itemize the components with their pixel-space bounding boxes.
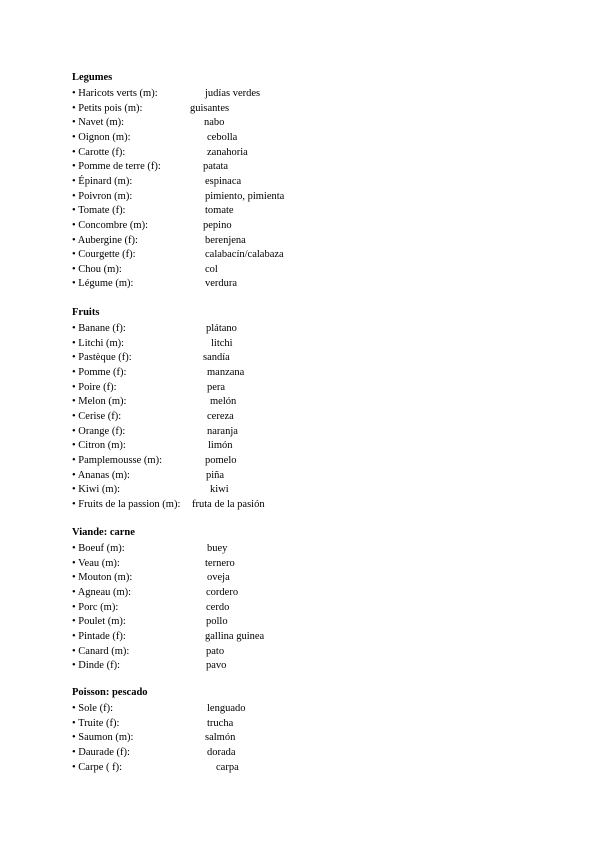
french-term: • Pastèque (f):: [72, 352, 132, 364]
vocab-entry: [72, 761, 542, 774]
vocab-entry: [72, 263, 542, 276]
spanish-translation: salmón: [205, 732, 236, 744]
spanish-translation: judías verdes: [205, 88, 261, 99]
spanish-translation: cordero: [206, 586, 239, 598]
french-term: • Ananas (m):: [72, 469, 130, 481]
spanish-translation: sandía: [203, 352, 230, 364]
french-term: • Petits pois (m):: [72, 102, 143, 114]
french-term: • Litchi (m):: [72, 337, 125, 349]
spanish-translation: cebolla: [207, 131, 238, 143]
french-term: • Haricots verts (m):: [72, 88, 158, 99]
french-term: • Légume (m):: [72, 278, 134, 290]
spanish-translation: kiwi: [210, 484, 229, 496]
spanish-translation: berenjena: [205, 234, 246, 246]
spanish-translation: piña: [206, 469, 225, 481]
french-term: • Citron (m):: [72, 440, 126, 452]
spanish-translation: tomate: [205, 205, 234, 217]
spanish-translation: trucha: [207, 717, 234, 729]
spanish-translation: lenguado: [207, 703, 246, 714]
spanish-translation: guisantes: [190, 102, 230, 114]
french-term: • Porc (m):: [72, 601, 119, 613]
french-term: • Concombre (m):: [72, 219, 148, 231]
french-term: • Mouton (m):: [72, 572, 133, 584]
spanish-translation: limón: [208, 440, 233, 452]
spanish-translation: fruta de la pasión: [192, 498, 265, 510]
section-heading: Legumes: [72, 72, 113, 83]
section-heading: Viande: carne: [72, 527, 135, 538]
spanish-translation: ternero: [205, 557, 235, 569]
spanish-translation: pomelo: [205, 454, 237, 466]
spanish-translation: espinaca: [205, 175, 242, 187]
french-term: • Banane (f):: [72, 323, 126, 334]
vocab-entry: [72, 586, 542, 599]
vocab-entry: [72, 87, 542, 100]
spanish-translation: melón: [210, 396, 237, 408]
vocab-entry: [72, 601, 542, 614]
vocab-entry: [72, 542, 542, 555]
vocab-entry: [72, 337, 542, 350]
vocab-entry: [72, 160, 542, 173]
vocab-entry: [72, 395, 542, 408]
vocab-entry: [72, 248, 542, 261]
french-term: • Poire (f):: [72, 381, 117, 393]
spanish-translation: dorada: [207, 746, 236, 758]
vocab-entry: [72, 425, 542, 438]
french-term: • Daurade (f):: [72, 746, 130, 758]
french-term: • Agneau (m):: [72, 586, 132, 598]
french-term: • Épinard (m):: [72, 175, 133, 187]
vocab-entry: [72, 175, 542, 188]
spanish-translation: verdura: [205, 278, 238, 290]
spanish-translation: pimiento, pimienta: [205, 190, 285, 202]
vocab-entry: [72, 410, 542, 423]
vocab-entry: [72, 366, 542, 379]
vocab-entry: [72, 439, 542, 452]
spanish-translation: cerdo: [206, 601, 230, 613]
spanish-translation: pavo: [206, 660, 227, 672]
french-term: • Cerise (f):: [72, 410, 122, 422]
vocab-entry: [72, 116, 542, 129]
vocab-entry: [72, 277, 542, 290]
vocab-entry: [72, 659, 542, 672]
french-term: • Courgette (f):: [72, 249, 136, 261]
french-term: • Oignon (m):: [72, 131, 131, 143]
spanish-translation: litchi: [211, 337, 233, 349]
vocab-entry: [72, 219, 542, 232]
spanish-translation: gallina guinea: [205, 630, 265, 642]
spanish-translation: naranja: [207, 425, 238, 437]
french-term: • Sole (f):: [72, 703, 114, 714]
french-term: • Saumon (m):: [72, 732, 134, 744]
vocab-entry: [72, 630, 542, 643]
spanish-translation: col: [205, 263, 218, 275]
vocab-entry: [72, 146, 542, 159]
spanish-translation: patata: [203, 161, 229, 173]
vocab-entry: [72, 571, 542, 584]
spanish-translation: nabo: [204, 117, 225, 129]
french-term: • Aubergine (f):: [72, 234, 138, 246]
vocab-entry: [72, 498, 542, 511]
spanish-translation: cereza: [207, 410, 234, 422]
french-term: • Melon (m):: [72, 396, 127, 408]
french-term: • Canard (m):: [72, 645, 130, 657]
french-term: • Pomme de terre (f):: [72, 161, 161, 173]
french-term: • Fruits de la passion (m):: [72, 498, 181, 510]
vocab-entry: [72, 454, 542, 467]
vocab-entry: [72, 469, 542, 482]
vocab-entry: [72, 322, 542, 335]
french-term: • Pamplemousse (m):: [72, 454, 162, 466]
vocab-entry: [72, 483, 542, 496]
vocab-entry: [72, 131, 542, 144]
french-term: • Pintade (f):: [72, 630, 126, 642]
vocab-entry: [72, 717, 542, 730]
french-term: • Poivron (m):: [72, 190, 133, 202]
spanish-translation: pepino: [203, 219, 232, 231]
french-term: • Pomme (f):: [72, 366, 127, 378]
french-term: • Carpe ( f):: [72, 761, 123, 773]
french-term: • Dinde (f):: [72, 660, 120, 672]
french-term: • Veau (m):: [72, 557, 120, 569]
vocab-entry: [72, 645, 542, 658]
vocab-entry: [72, 731, 542, 744]
spanish-translation: calabacín/calabaza: [205, 249, 284, 261]
french-term: • Poulet (m):: [72, 616, 126, 628]
vocab-entry: [72, 102, 542, 115]
french-term: • Navet (m):: [72, 117, 125, 129]
vocab-entry: [72, 204, 542, 217]
spanish-translation: buey: [207, 543, 228, 554]
french-term: • Truite (f):: [72, 717, 120, 729]
french-term: • Carotte (f):: [72, 146, 126, 158]
spanish-translation: carpa: [216, 761, 239, 773]
vocab-entry: [72, 351, 542, 364]
vocab-entry: [72, 234, 542, 247]
vocab-entry: [72, 615, 542, 628]
spanish-translation: pera: [207, 381, 226, 393]
spanish-translation: plátano: [206, 323, 237, 334]
vocab-entry: [72, 746, 542, 759]
vocab-entry: [72, 190, 542, 203]
french-term: • Boeuf (m):: [72, 543, 125, 554]
spanish-translation: manzana: [207, 366, 245, 378]
vocab-entry: [72, 702, 542, 715]
french-term: • Tomate (f):: [72, 205, 126, 217]
spanish-translation: pato: [206, 645, 225, 657]
vocab-entry: [72, 557, 542, 570]
section-heading: Fruits: [72, 307, 100, 318]
spanish-translation: zanahoria: [207, 146, 248, 158]
french-term: • Chou (m):: [72, 263, 122, 275]
section-heading: Poisson: pescado: [72, 687, 148, 698]
french-term: • Orange (f):: [72, 425, 126, 437]
spanish-translation: oveja: [207, 572, 230, 584]
spanish-translation: pollo: [206, 616, 228, 628]
vocab-entry: [72, 381, 542, 394]
french-term: • Kiwi (m):: [72, 484, 121, 496]
